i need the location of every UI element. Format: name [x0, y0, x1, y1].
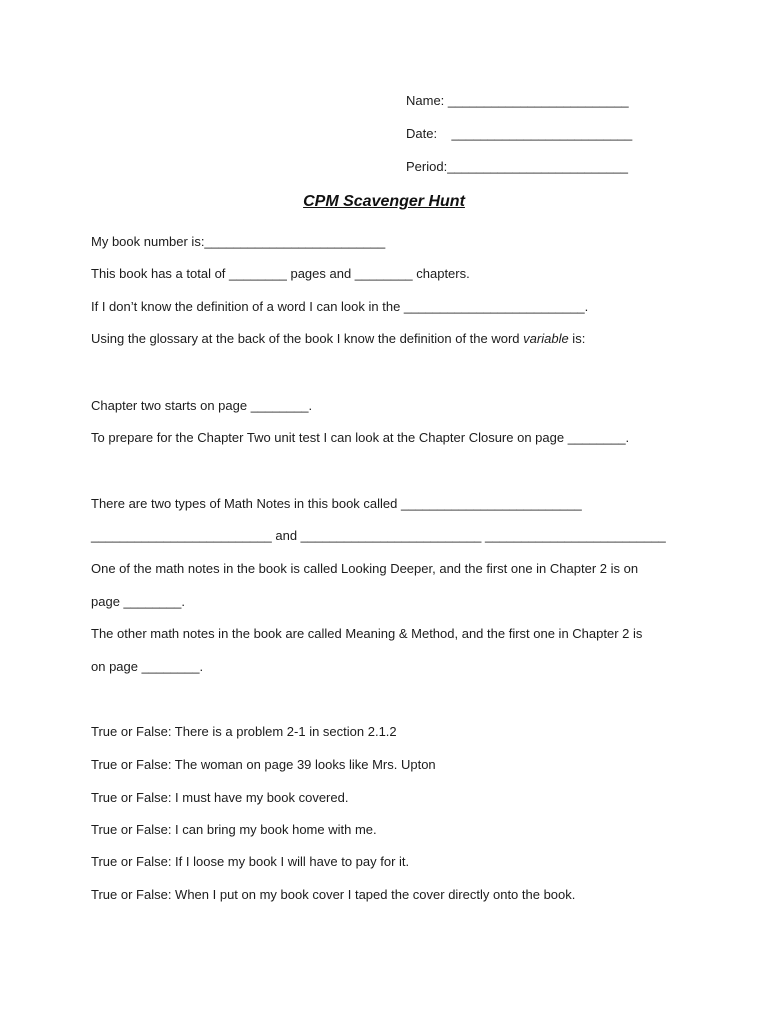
meaning-method-question-line2: on page ________.: [91, 659, 204, 674]
math-notes-question-line1: There are two types of Math Notes in this book called _________________________: [91, 496, 582, 511]
definition-question: If I don’t know the definition of a word I can look in the _________________________.: [91, 299, 589, 314]
name-field: Name: _________________________: [406, 93, 629, 108]
period-field: Period:_________________________: [406, 159, 628, 174]
looking-deeper-question-line2: page ________.: [91, 594, 185, 609]
glossary-word: variable: [523, 331, 569, 346]
true-false-item: True or False: When I put on my book cover I taped the cover directly onto the book.: [91, 887, 576, 902]
chapter-two-question: Chapter two starts on page ________.: [91, 398, 313, 413]
true-false-item: True or False: I can bring my book home with me.: [91, 822, 377, 837]
math-notes-question-line2: _________________________ and _________________________ _________________________: [91, 528, 666, 543]
date-field: Date: _________________________: [406, 126, 633, 141]
true-false-item: True or False: The woman on page 39 looks like Mrs. Upton: [91, 757, 436, 772]
true-false-item: True or False: There is a problem 2-1 in section 2.1.2: [91, 724, 397, 739]
page-title: CPM Scavenger Hunt: [303, 193, 465, 210]
true-false-item: True or False: If I loose my book I will have to pay for it.: [91, 854, 410, 869]
totals-question: This book has a total of ________ pages and ________ chapters.: [91, 266, 470, 281]
book-number-question: My book number is:_________________________: [91, 234, 386, 249]
looking-deeper-question-line1: One of the math notes in the book is called Looking Deeper, and the first one in Chapter 2 is on: [91, 561, 639, 576]
glossary-question: [91, 331, 585, 347]
glossary-text-after: is:: [568, 331, 586, 346]
chapter-closure-question: To prepare for the Chapter Two unit test I can look at the Chapter Closure on page ________.: [91, 430, 630, 445]
meaning-method-question-line1: The other math notes in the book are called Meaning & Method, and the first one in Chapter 2 is: [91, 626, 643, 641]
true-false-item: True or False: I must have my book covered.: [91, 790, 349, 805]
glossary-text-before: Using the glossary at the back of the book I know the definition of the word: [91, 331, 524, 346]
